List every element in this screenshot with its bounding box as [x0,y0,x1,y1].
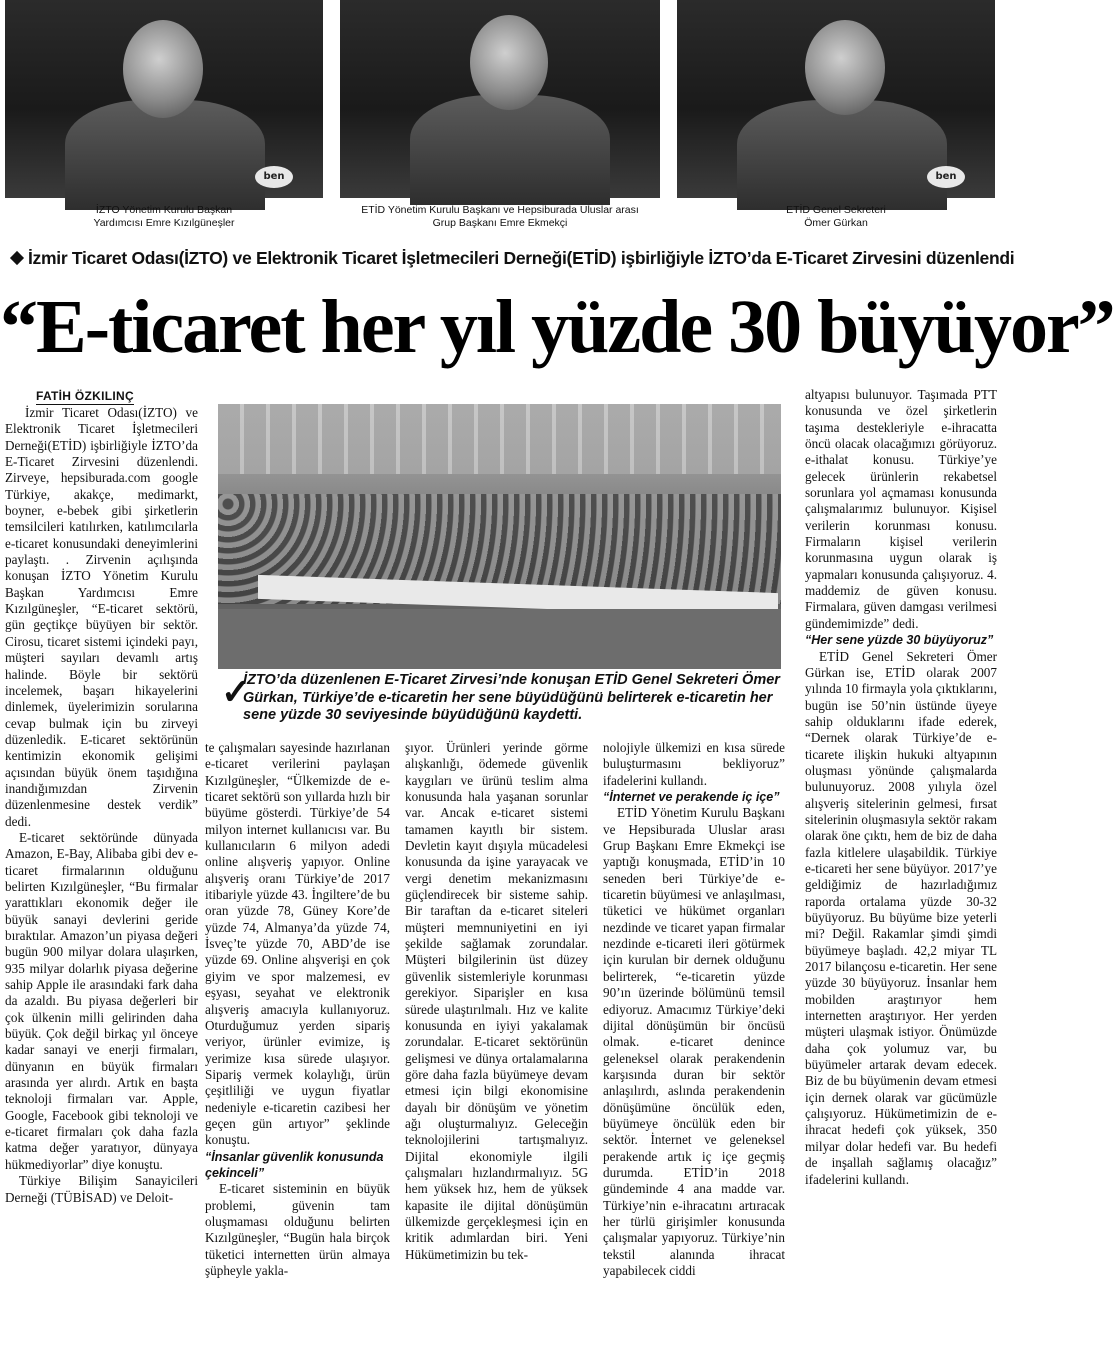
paragraph: İzmir Ticaret Odası(İZTO) ve Elektronik Ticaret İşletmecileri Derneği(ETİD) işbirliğiyle İZTO’da E-Ticaret Zirvesini düzenlendi. Zirveye, hepsiburada.com google Türkiye, akakçe, medimarkt, boyner, e-bebek gibi şirketlerin temsilcileri katılırken, katılımcılarla e-ticaret konusundaki deneyimlerini paylaştı. . Zirvenin açılışında konuşan İZTO Yönetim Kurulu Başkan Yardımcısı Emre Kızılgüneşler, “E-ticaret sektörü, gün geçtikçe büyüyen bir sektör. Cirosu, ticaret sistemi içindeki payı, müşteri sayıları devamlı artış halinde. Böyle bir sektörü incelemek, başarı hikayelerini dinlemek, üyelerimizin sorularına cevap bulmak için bu zirveyi düzenledik. E-ticaret sektörünün kentimizin ekonomik gelişimi açısından büyük önem taşıdığına inandığımızdan Zirvenin düzenlenmesine destek verdik” dedi. [5,405,198,829]
headline: “E-ticaret her yıl yüzde 30 büyüyor” [0,285,1114,369]
paragraph: altyapısı bulunuyor. Taşımada PTT konusunda ve özel şirketlerin taşıma destekleriyle e-ihracatta öncü olacak olacağımızı görüyoruz. e-ithalat konusu. Türkiye’ye gelecek ürünlerin rekabetsel sorunlara yol açmaması konusunda çalışmalarımız bulunuyor. Kişisel verilerin korunması konusu. Firmaların kişisel verilerin korunmasına uygun olarak iş yapmaları konusunda çalışıyoruz. 4. maddemiz de güven konusu. Firmalara, güven damgası verilmesi gündemimizde” dedi. [805,387,997,631]
caption-right: ETİD Genel Sekreteri Ömer Gürkan [786,204,886,229]
photo-logo: ben [255,166,293,188]
subheading: “İnsanlar güvenlik konusunda çekinceli” [205,1149,384,1180]
paragraph: ETİD Yönetim Kurulu Başkanı ve Hepsiburada Uluslar arası Grup Başkanı Emre Ekmekçi ise yaptığı konuşmada, ETİD’in 10 seneden beri Türkiye’de e-ticaretin büyümesi ve anlaşılması, tüketici ve hükümet organları nezdinde ve ticaret yapan firmalar nezdinde e-ticareti ileri götürmek için kurulan bir dernek olduğunu belirterek, “e-ticaretin yüzde 90’ın üzerinde bölümünü temsil ediyoruz. Amacımız Türkiye’deki dijital dönüşümün bir öncüsü olmak. e-ticaret denince geleneksel olarak perakendenin karşısında duran bir sektör anlaşılırdı, aslında perakendenin dönüşümüne öncülük eden, büyümeye öncülük eden bir sektör. İnternet ve geleneksel perakende artık iç içe geçmiş durumda. ETİD’in 2018 gündeminde 4 ana madde var. Türkiye’nin e-ihracatını artıracak her türlü girişimler konusunda çalışmalar yapıyoruz. Türkiye’nin tekstil alanında ihracat yapabilecek ciddi [603,805,785,1278]
conference-photo [218,404,781,668]
photo-ekmekci [340,0,660,198]
photo-kizilgunesler [5,0,323,198]
paragraph: E-ticaret sektöründe dünyada Amazon, E-Bay, Alibaba gibi dev e-ticaret firmalarının olduğunu belirten Kızılgüneşler, “Bu firmalar yarattıkları ekonomik değer ile büyük sanayi devlerini geride bıraktılar. Amazon’un piyasa değeri bugün 900 milyar dolara ulaşırken, 935 milyar dolarlık piyasa değerine sahip Apple ile arasındaki fark daha da azaldı. Bu piyasa değerleri bir çok ülkenin milli gelirinden daha büyük. Çok değil birkaç yıl önceye kadar sanayi ve enerji firmaları, dünyanın en büyük firmaları arasında yer alırdı. Artık en başta teknoloji firmaları var. Apple, Google, Facebook gibi teknoloji ve e-ticaret firmaları çok daha fazla katma değer yaratıyor, dünyaya hükmediyorlar” diye konuştu. [5,829,198,1172]
column-2 [205,740,390,1352]
photo-caption: ✓ İZTO’da düzenlenen E-Ticaret Zirvesi’nde konuşan ETİD Genel Sekreteri Ömer Gürkan, Türkiye’de e-ticaretin her sene büyüdüğünü belirterek e-ticaretin her sene yüzde 30 seviyesinde büyüdüğünü kaydetti. [221,671,780,723]
photo-gurkan [677,0,995,198]
column-4 [603,740,785,1352]
subheading: “İnternet ve perakende iç içe” [603,790,780,805]
photo-logo: ben [927,166,965,188]
paragraph: ETİD Genel Sekreteri Ömer Gürkan ise, ETİD olarak 2007 yılında 10 firmayla yola çıktıklarını, bugün ise 50’nin üstünde üyeye sahip olduklarını ifade ederek, “Dernek olarak Türkiye’de e-ticarete ilişkin hukuki altyapının oluşması yönünde çalışmalarda bulunuyoruz. 2008 yılıyla özel alışveriş sitelerinin gelmesi, fırsat sitelerinin oluşmasıyla sektör rakam olarak öne çıktı, hem de biz de daha fazla kitlelere ulaşabildik. Türkiye e-ticareti her sene büyüyor. 2017’ye geldiğimiz de hazırladığımız raporda ortalama yüzde 30-32 büyüyoruz. Bu büyüme bize yeterli mi? Değil. Rakamlar şimdi şimdi büyümeye başladı. 42,2 miyar TL 2017 bilançosu e-ticaretin. Her sene yüzde 30 büyüyoruz. İnsanlar hem mobilden araştırıyor hem internetten araştırıyor. Her yerden müşteri ulaşmak istiyor. Önümüzde daha çok yolumuz var, bu büyümeler artarak devam edecek. Biz de bu büyümenin devam etmesi için dernek olarak var gücümüzle çalışıyoruz. Hükümetimizin de e-ihracat hedefi çok yüksek, 350 milyar dolar hedefi var. Bu hedefi de inşallah sağlamış olacağız” ifadelerini kullandı. [805,648,997,1187]
checkmark-icon: ✓ [221,671,252,712]
byline: FATİH ÖZKILINÇ [36,389,134,403]
paragraph: E-ticaret sisteminin en büyük problemi, güvenin tam oluşmaması olduğunu belirten Kızılgüneşler, “Bugün hala birçok tüketici internetten ürün almaya şüpheyle yakla- [205,1181,390,1278]
paragraph: te çalışmaları sayesinde hazırlanan e-ticaret verilerini paylaşan Kızılgüneşler, “Ülkemizde de e-ticaret sektörü son yıllarda hızlı bir büyüme gösterdi. Türkiye’de 54 milyon internet kullanıcısı var. Bu kullanıcıların 6 milyon adedi online alışveriş yapıyor. Online alışveriş oranı Türkiye’de 2017 itibariyle yüzde 43. İngiltere’de bu oran yüzde 78, Güney Kore’de yüzde 74, Almanya’da yüzde 74, İsveç’te yüzde 70, ABD’de ise yüzde 69. Online alışverişi en çok giyim ve spor malzemesi, ev eşyası, seyahat ve elektronik alışveriş amacıyla kullanıyoruz. Oturduğumuz yerden sipariş veriyor, ürünler evimize, iş yerimize kısa sürede ulaşıyor. Sipariş vermek kolaylığı, ürün çeşitliliği ve uygun fiyatlar nedeniyle e-ticaretin cazibesi her geçen gün artıyor” şeklinde konuştu. [205,740,390,1148]
column-5 [805,387,997,1352]
kicker [8,248,1015,269]
column-1 [5,405,198,1351]
paragraph: şıyor. Ürünleri yerinde görme alışkanlığı, ödemede güvenlik kaygıları ve ürünü teslim alma konusunda hala yaşanan sorunlar var. Ancak e-ticaret sistemi tamamen kayıtlı bir sistem. Devletin kayıt dışıyla mücadelesi konusunda da işine yarayacak ve vergi denetim mekanizmasını güçlendirecek bir sisteme sahip. Bir taraftan da e-ticaret siteleri müşteri memnuniyetini en iyi şekilde sağlamak zorundalar. Müşteri bilgilerinin üst düzey güvenlik sistemleriyle korunması gerekiyor. Siparişler en kısa sürede ulaştırılmalı. Hız ve kalite konusunda en iyiyi yakalamak zorundalar. E-ticaret sektörünün gelişmesi ve dünya ortalamalarına göre daha fazla büyümeye devam etmesi için bilgi ekonomisine dayalı bir dönüşüm ve yönetim ağı oluşturmalıyız. Geleceğin teknolojilerini tartışmalıyız. Dijital ekonomiyle ilgili çalışmaları hızlandırmalıyız. 5G hem yüksek hız, hem de yüksek kapasite ile dijital dönüşümün ülkemizde gerçekleşmesi için en kritik adımlardan biri. Yeni Hükümetimizin bu tek- [405,740,588,1262]
paragraph: Türkiye Bilişim Sanayicileri Derneği (TÜBİSAD) ve Deloit- [5,1173,198,1205]
diamond-icon [10,251,24,265]
paragraph: nolojiyle ülkemizi en kısa sürede buluşturmasını bekliyoruz” ifadelerini kullandı. [603,740,785,788]
caption-left: İZTO Yönetim Kurulu Başkan Yardımcısı Emre Kızılgüneşler [93,204,235,229]
kicker-text: İzmir Ticaret Odası(İZTO) ve Elektronik Ticaret İşletmecileri Derneği(ETİD) işbirliğiyle İZTO’da E-Ticaret Zirvesini düzenlendi [28,248,1015,268]
caption-center: ETİD Yönetim Kurulu Başkanı ve Hepsiburada Uluslar arası Grup Başkanı Emre Ekmekçi [361,204,639,229]
column-3 [405,740,588,1352]
subheading: “Her sene yüzde 30 büyüyoruz” [805,633,994,648]
